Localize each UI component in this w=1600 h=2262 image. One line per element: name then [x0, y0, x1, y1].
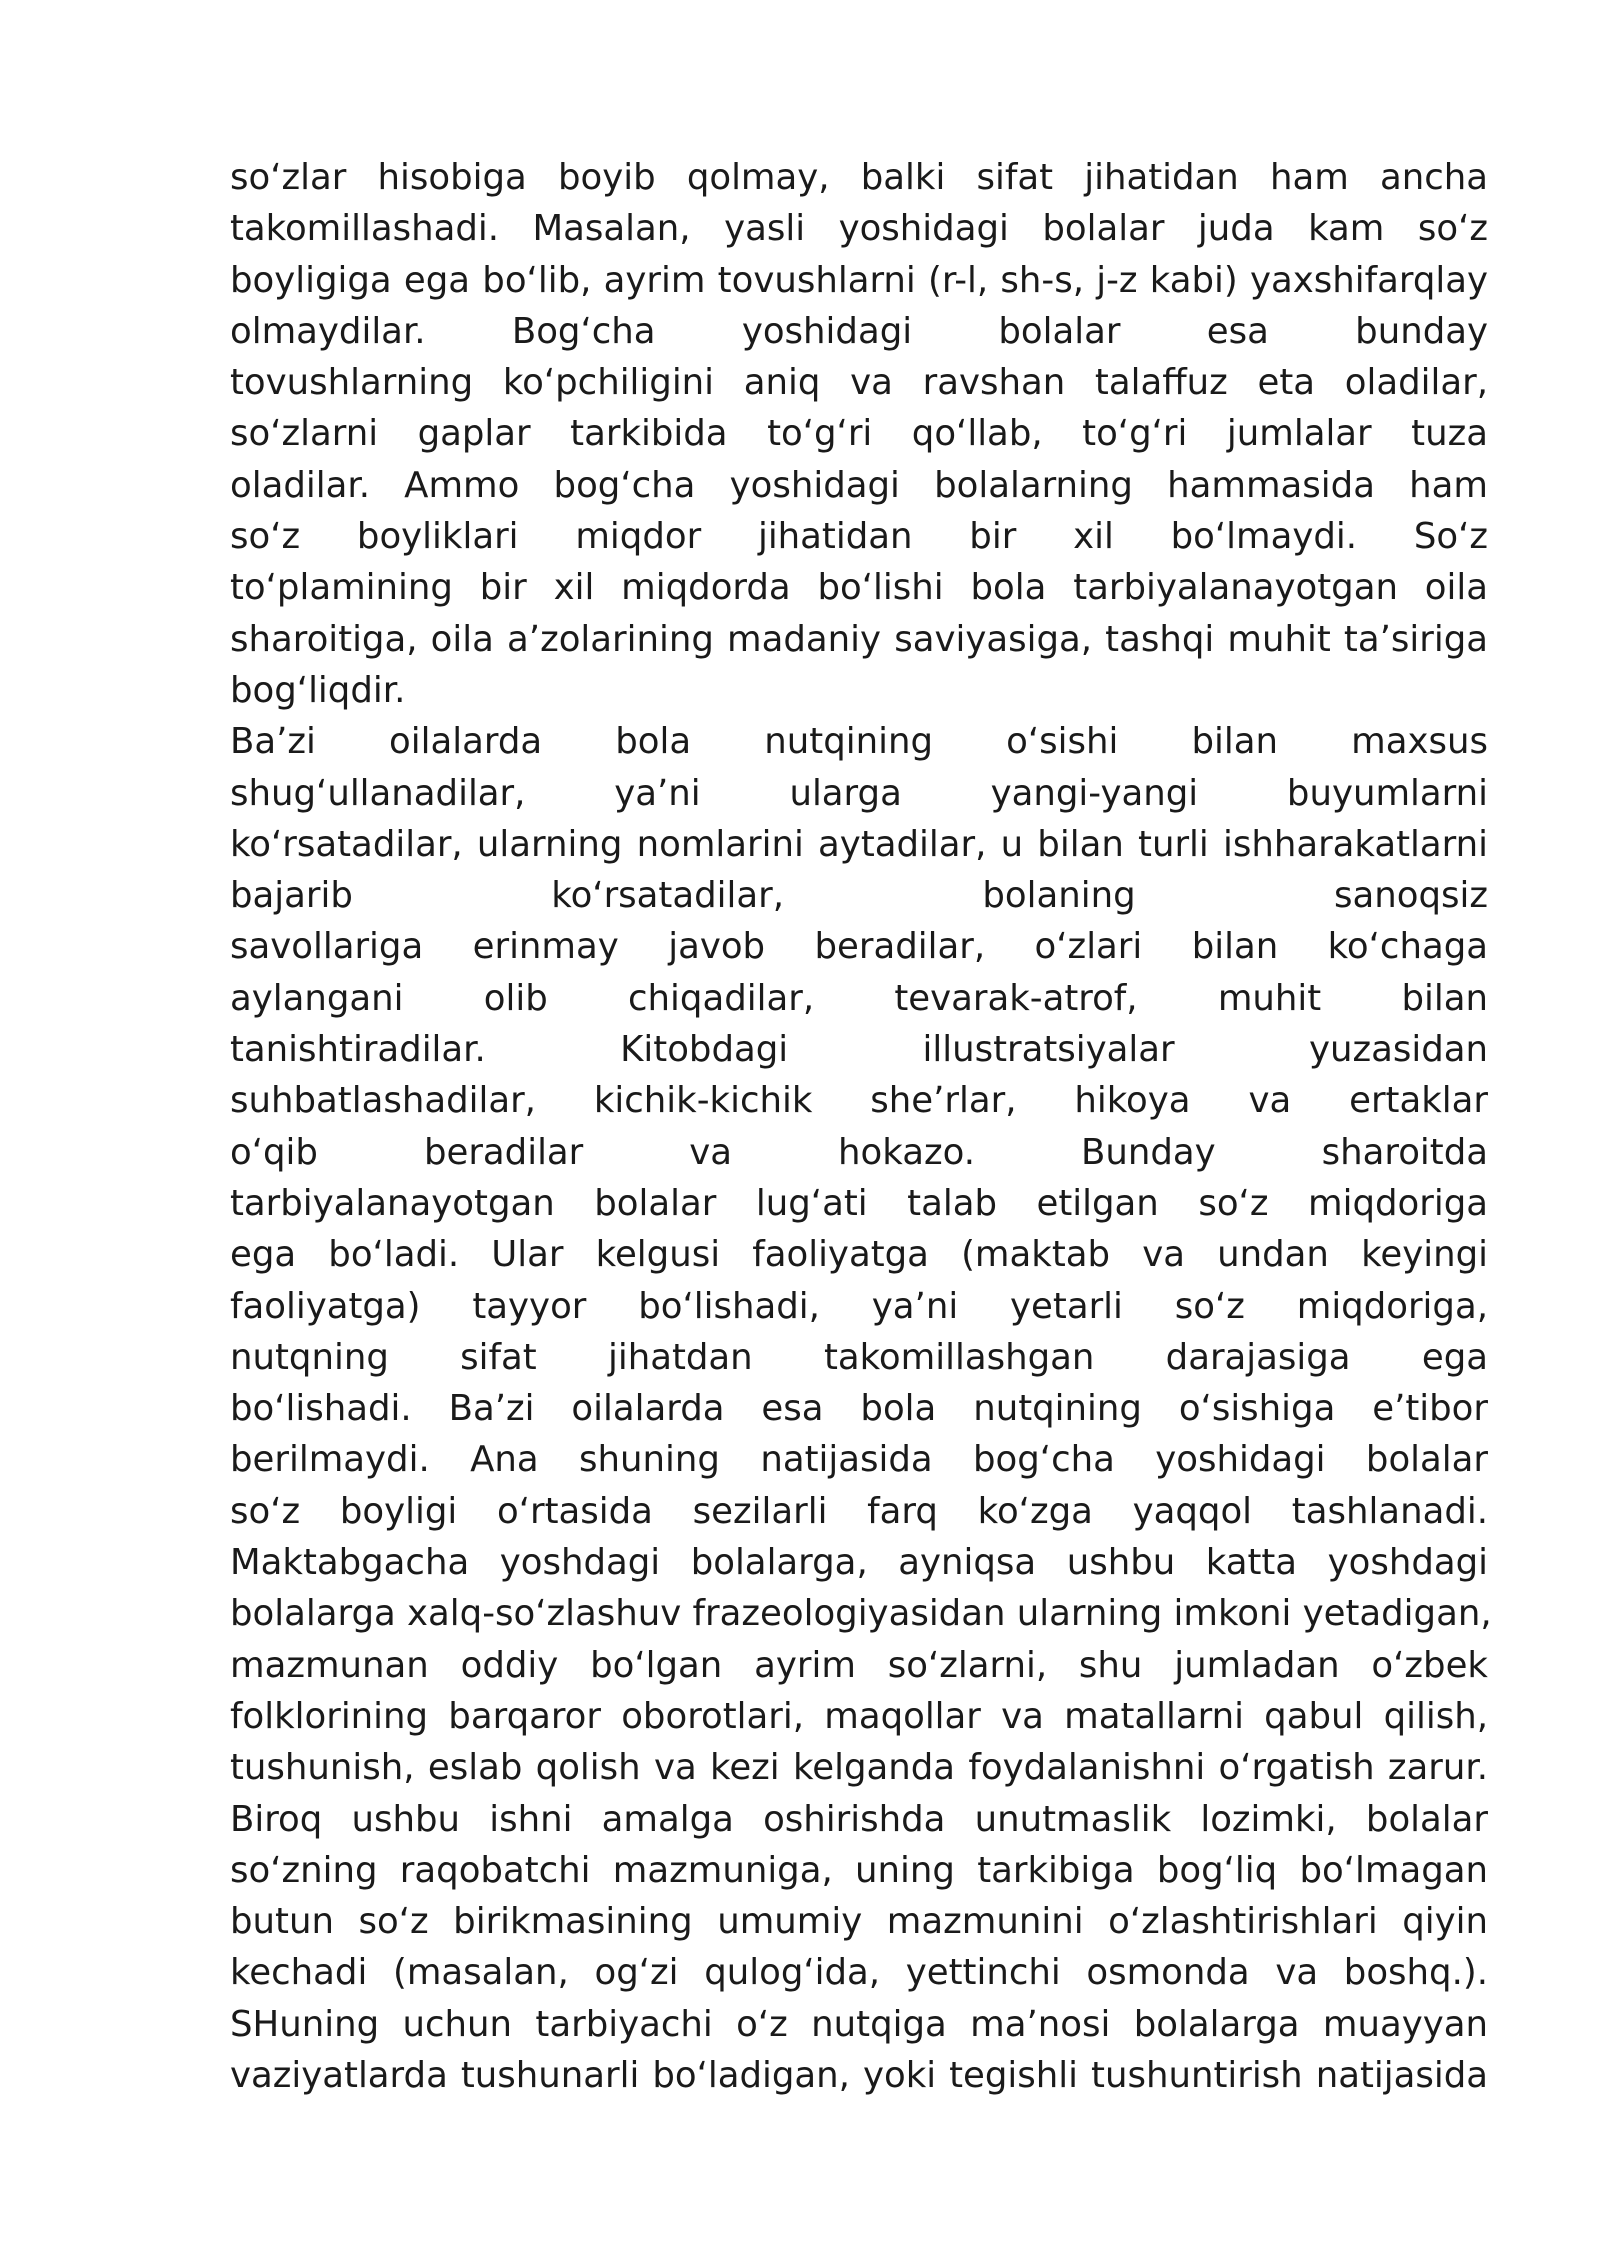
- text-line: boyligiga ega bo‘lib, ayrim tovushlarni (r-l, sh-s, j-z kabi) yaxshifarqlay: [230, 259, 1488, 301]
- text-line: savollariga erinmay javob beradilar, o‘zlari bilan ko‘chaga: [230, 926, 1488, 968]
- text-line: Biroq ushbu ishni amalga oshirishda unutmaslik lozimki, bolalar: [230, 1798, 1488, 1840]
- text-line: vaziyatlarda tushunarli bo‘ladigan, yoki tegishli tushuntirish natijasida: [230, 2054, 1488, 2096]
- text-line: sharoitiga, oila a’zolarining madaniy saviyasiga, tashqi muhit ta’siriga: [230, 618, 1488, 660]
- body-text: [230, 152, 1492, 2101]
- text-line: SHuning uchun tarbiyachi o‘z nutqiga ma’nosi bolalarga muayyan: [230, 2003, 1488, 2045]
- text-line: o‘qib beradilar va hokazo. Bunday sharoitda: [230, 1131, 1488, 1173]
- text-line: tanishtiradilar. Kitobdagi illustratsiyalar yuzasidan: [230, 1029, 1488, 1071]
- text-line: faoliyatga) tayyor bo‘lishadi, ya’ni yetarli so‘z miqdoriga,: [230, 1285, 1488, 1327]
- text-line: so‘z boyliklari miqdor jihatidan bir xil bo‘lmaydi. So‘z: [230, 516, 1488, 558]
- text-line: so‘zlarni gaplar tarkibida to‘g‘ri qo‘llab, to‘g‘ri jumlalar tuza: [230, 413, 1488, 455]
- text-line: tarbiyalanayotgan bolalar lug‘ati talab etilgan so‘z miqdoriga: [230, 1182, 1488, 1224]
- text-line: to‘plamining bir xil miqdorda bo‘lishi bola tarbiyalanayotgan oila: [230, 567, 1488, 609]
- text-line: suhbatlashadilar, kichik-kichik she’rlar, hikoya va ertaklar: [230, 1080, 1488, 1122]
- text-line: oladilar. Ammo bog‘cha yoshidagi bolalarning hammasida ham: [230, 464, 1488, 506]
- text-line: bo‘lishadi. Ba’zi oilalarda esa bola nutqining o‘sishiga e’tibor: [230, 1388, 1488, 1430]
- text-line: berilmaydi. Ana shuning natijasida bog‘cha yoshidagi bolalar: [230, 1439, 1488, 1481]
- text-line: so‘zning raqobatchi mazmuniga, uning tarkibiga bog‘liq bo‘lmagan: [230, 1849, 1488, 1891]
- text-line: ko‘rsatadilar, ularning nomlarini aytadilar, u bilan turli ishharakatlarni: [230, 823, 1488, 865]
- text-line: so‘z boyligi o‘rtasida sezilarli farq ko‘zga yaqqol tashlanadi.: [230, 1490, 1488, 1532]
- text-line: Ba’zi oilalarda bola nutqining o‘sishi bilan maxsus: [230, 721, 1488, 763]
- text-line: ega bo‘ladi. Ular kelgusi faoliyatga (maktab va undan keyingi: [230, 1234, 1488, 1276]
- text-line: kechadi (masalan, og‘zi qulog‘ida, yettinchi osmonda va boshq.).: [230, 1952, 1488, 1994]
- text-line: Maktabgacha yoshdagi bolalarga, ayniqsa ushbu katta yoshdagi: [230, 1542, 1488, 1584]
- text-line: bajarib ko‘rsatadilar, bolaning sanoqsiz: [230, 875, 1488, 917]
- text-line: so‘zlar hisobiga boyib qolmay, balki sifat jihatidan ham ancha: [230, 157, 1488, 198]
- text-line: olmaydilar. Bog‘cha yoshidagi bolalar esa bunday: [230, 310, 1488, 352]
- text-line: folklorining barqaror oborotlari, maqollar va matallarni qabul qilish,: [230, 1695, 1488, 1737]
- text-line: bolalarga xalq-so‘zlashuv frazeologiyasidan ularning imkoni yetadigan,: [230, 1593, 1492, 1635]
- text-line: shug‘ullanadilar, ya’ni ularga yangi-yangi buyumlarni: [230, 772, 1488, 814]
- text-line: mazmunan oddiy bo‘lgan ayrim so‘zlarni, shu jumladan o‘zbek: [230, 1644, 1488, 1686]
- text-line: butun so‘z birikmasining umumiy mazmunini o‘zlashtirishlari qiyin: [230, 1901, 1488, 1943]
- text-line: nutqning sifat jihatdan takomillashgan darajasiga ega: [230, 1336, 1488, 1378]
- text-line: tushunish, eslab qolish va kezi kelganda foydalanishni o‘rgatish zarur.: [230, 1747, 1488, 1789]
- text-line: takomillashadi. Masalan, yasli yoshidagi bolalar juda kam so‘z: [230, 208, 1488, 250]
- text-line: tovushlarning ko‘pchiligini aniq va ravshan talaffuz eta oladilar,: [230, 362, 1488, 404]
- text-line: bog‘liqdir.: [230, 669, 406, 711]
- text-line: aylangani olib chiqadilar, tevarak-atrof, muhit bilan: [230, 977, 1488, 1019]
